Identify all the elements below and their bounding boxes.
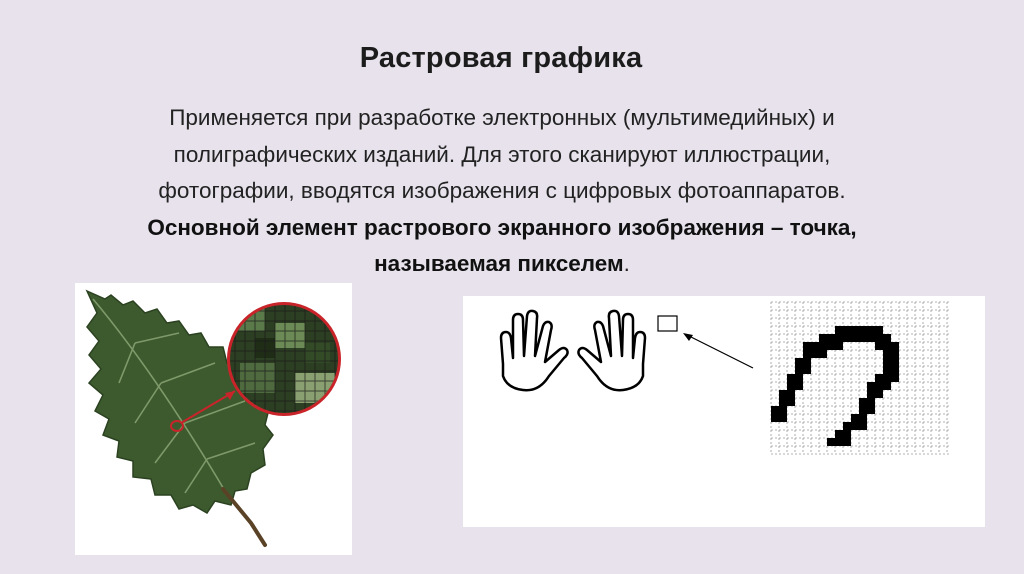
leaf-stem bbox=[223, 489, 265, 545]
paragraph-line: Применяется при разработке электронных (мультимедийных) и bbox=[169, 105, 835, 130]
selection-rect bbox=[658, 316, 677, 331]
period: . bbox=[623, 251, 630, 276]
bold-definition-line: Основной элемент растрового экранного изображения – точка, bbox=[147, 214, 857, 240]
pointer-arrow bbox=[685, 334, 753, 368]
slide-body bbox=[70, 100, 934, 283]
pixel-grid bbox=[771, 302, 949, 454]
bold-term: называемая пикселем bbox=[374, 251, 624, 276]
leaf-image-panel bbox=[75, 283, 352, 555]
hands-illustration-icon bbox=[463, 296, 985, 527]
leaf-illustration-icon bbox=[75, 283, 352, 555]
hand-right-icon bbox=[578, 311, 645, 390]
paragraph-line: фотографии, вводятся изображения с цифровых фотоаппаратов. bbox=[158, 178, 846, 203]
paragraph-line: полиграфических изданий. Для этого сканируют иллюстрации, bbox=[173, 141, 831, 167]
hand-left-icon bbox=[501, 311, 568, 390]
bold-definition-line-2 bbox=[70, 246, 934, 283]
slide-title: Растровая графика bbox=[359, 42, 643, 74]
hands-pixel-panel bbox=[463, 296, 985, 527]
